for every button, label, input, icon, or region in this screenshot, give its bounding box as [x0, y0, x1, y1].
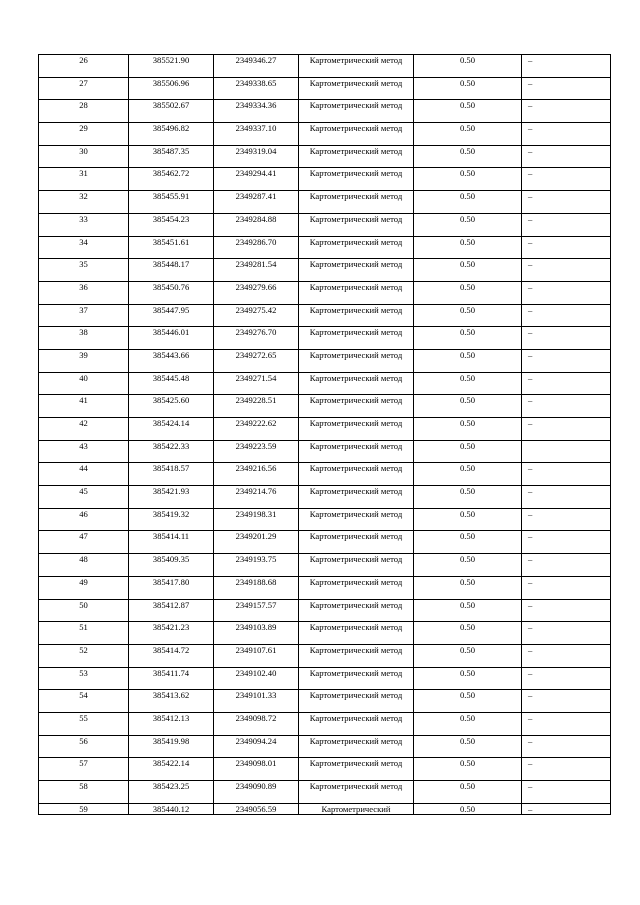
- x-coordinate-cell: 385446.01: [129, 327, 214, 350]
- description-cell: –: [522, 599, 611, 622]
- description-cell: –: [522, 690, 611, 713]
- coordinates-table: [38, 54, 611, 815]
- precision-cell: 0.50: [414, 803, 522, 814]
- point-number-cell: 29: [39, 123, 129, 146]
- x-coordinate-cell: 385422.14: [129, 758, 214, 781]
- x-coordinate-cell: 385414.11: [129, 531, 214, 554]
- table-row: [39, 100, 611, 123]
- method-cell: Картометрический метод: [299, 554, 414, 577]
- table-row: [39, 281, 611, 304]
- y-coordinate-cell: 2349090.89: [214, 781, 299, 804]
- method-cell: Картометрический метод: [299, 576, 414, 599]
- precision-cell: 0.50: [414, 145, 522, 168]
- table-row: [39, 418, 611, 441]
- point-number-cell: 35: [39, 259, 129, 282]
- point-number-cell: 26: [39, 55, 129, 78]
- y-coordinate-cell: 2349281.54: [214, 259, 299, 282]
- precision-cell: 0.50: [414, 712, 522, 735]
- table-row: [39, 690, 611, 713]
- table-row: [39, 213, 611, 236]
- method-cell: Картометрический метод: [299, 599, 414, 622]
- precision-cell: 0.50: [414, 690, 522, 713]
- y-coordinate-cell: 2349222.62: [214, 418, 299, 441]
- precision-cell: 0.50: [414, 576, 522, 599]
- point-number-cell: 42: [39, 418, 129, 441]
- description-cell: –: [522, 281, 611, 304]
- precision-cell: 0.50: [414, 622, 522, 645]
- precision-cell: 0.50: [414, 395, 522, 418]
- description-cell: –: [522, 236, 611, 259]
- table-row: [39, 486, 611, 509]
- method-cell: Картометрический метод: [299, 418, 414, 441]
- x-coordinate-cell: 385425.60: [129, 395, 214, 418]
- method-cell: Картометрический метод: [299, 191, 414, 214]
- precision-cell: 0.50: [414, 55, 522, 78]
- y-coordinate-cell: 2349098.01: [214, 758, 299, 781]
- description-cell: –: [522, 486, 611, 509]
- description-cell: –: [522, 349, 611, 372]
- precision-cell: 0.50: [414, 236, 522, 259]
- description-cell: –: [522, 123, 611, 146]
- precision-cell: 0.50: [414, 349, 522, 372]
- point-number-cell: 40: [39, 372, 129, 395]
- x-coordinate-cell: 385502.67: [129, 100, 214, 123]
- method-cell: Картометрический метод: [299, 304, 414, 327]
- x-coordinate-cell: 385487.35: [129, 145, 214, 168]
- table-row: [39, 622, 611, 645]
- precision-cell: 0.50: [414, 100, 522, 123]
- table-row: [39, 395, 611, 418]
- point-number-cell: 51: [39, 622, 129, 645]
- description-cell: –: [522, 758, 611, 781]
- point-number-cell: 41: [39, 395, 129, 418]
- method-cell: Картометрический метод: [299, 372, 414, 395]
- table-row: [39, 712, 611, 735]
- x-coordinate-cell: 385440.12: [129, 803, 214, 814]
- table-row: [39, 236, 611, 259]
- point-number-cell: 54: [39, 690, 129, 713]
- x-coordinate-cell: 385412.87: [129, 599, 214, 622]
- precision-cell: 0.50: [414, 463, 522, 486]
- point-number-cell: 43: [39, 440, 129, 463]
- description-cell: –: [522, 508, 611, 531]
- y-coordinate-cell: 2349275.42: [214, 304, 299, 327]
- y-coordinate-cell: 2349294.41: [214, 168, 299, 191]
- x-coordinate-cell: 385521.90: [129, 55, 214, 78]
- description-cell: –: [522, 531, 611, 554]
- x-coordinate-cell: 385506.96: [129, 77, 214, 100]
- x-coordinate-cell: 385443.66: [129, 349, 214, 372]
- y-coordinate-cell: 2349276.70: [214, 327, 299, 350]
- x-coordinate-cell: 385422.33: [129, 440, 214, 463]
- method-cell: Картометрический метод: [299, 463, 414, 486]
- point-number-cell: 32: [39, 191, 129, 214]
- description-cell: –: [522, 667, 611, 690]
- table-row: [39, 349, 611, 372]
- x-coordinate-cell: 385421.23: [129, 622, 214, 645]
- y-coordinate-cell: 2349216.56: [214, 463, 299, 486]
- method-cell: Картометрический метод: [299, 712, 414, 735]
- y-coordinate-cell: 2349271.54: [214, 372, 299, 395]
- point-number-cell: 46: [39, 508, 129, 531]
- description-cell: –: [522, 191, 611, 214]
- table-body: [39, 55, 611, 815]
- table-row: [39, 803, 611, 814]
- description-cell: –: [522, 463, 611, 486]
- point-number-cell: 45: [39, 486, 129, 509]
- x-coordinate-cell: 385409.35: [129, 554, 214, 577]
- table-row: [39, 55, 611, 78]
- precision-cell: 0.50: [414, 372, 522, 395]
- precision-cell: 0.50: [414, 259, 522, 282]
- table-row: [39, 781, 611, 804]
- point-number-cell: 30: [39, 145, 129, 168]
- y-coordinate-cell: 2349157.57: [214, 599, 299, 622]
- x-coordinate-cell: 385414.72: [129, 644, 214, 667]
- method-cell: Картометрический метод: [299, 440, 414, 463]
- point-number-cell: 28: [39, 100, 129, 123]
- description-cell: –: [522, 644, 611, 667]
- method-cell: Картометрический метод: [299, 77, 414, 100]
- description-cell: –: [522, 327, 611, 350]
- description-cell: –: [522, 77, 611, 100]
- precision-cell: 0.50: [414, 123, 522, 146]
- precision-cell: 0.50: [414, 281, 522, 304]
- point-number-cell: 50: [39, 599, 129, 622]
- precision-cell: 0.50: [414, 168, 522, 191]
- description-cell: –: [522, 576, 611, 599]
- x-coordinate-cell: 385454.23: [129, 213, 214, 236]
- description-cell: –: [522, 803, 611, 814]
- point-number-cell: 53: [39, 667, 129, 690]
- method-cell: Картометрический метод: [299, 145, 414, 168]
- point-number-cell: 38: [39, 327, 129, 350]
- precision-cell: 0.50: [414, 599, 522, 622]
- method-cell: Картометрический метод: [299, 236, 414, 259]
- y-coordinate-cell: 2349284.88: [214, 213, 299, 236]
- precision-cell: 0.50: [414, 486, 522, 509]
- y-coordinate-cell: 2349056.59: [214, 803, 299, 814]
- y-coordinate-cell: 2349188.68: [214, 576, 299, 599]
- precision-cell: 0.50: [414, 191, 522, 214]
- x-coordinate-cell: 385423.25: [129, 781, 214, 804]
- x-coordinate-cell: 385417.80: [129, 576, 214, 599]
- table-row: [39, 531, 611, 554]
- description-cell: –: [522, 145, 611, 168]
- x-coordinate-cell: 385413.62: [129, 690, 214, 713]
- y-coordinate-cell: 2349098.72: [214, 712, 299, 735]
- y-coordinate-cell: 2349102.40: [214, 667, 299, 690]
- method-cell: Картометрический метод: [299, 259, 414, 282]
- table-row: [39, 145, 611, 168]
- method-cell: Картометрический метод: [299, 281, 414, 304]
- y-coordinate-cell: 2349338.65: [214, 77, 299, 100]
- method-cell: Картометрический метод: [299, 508, 414, 531]
- table-row: [39, 123, 611, 146]
- y-coordinate-cell: 2349228.51: [214, 395, 299, 418]
- table-row: [39, 168, 611, 191]
- method-cell: Картометрический метод: [299, 622, 414, 645]
- table-row: [39, 440, 611, 463]
- table-row: [39, 77, 611, 100]
- y-coordinate-cell: 2349337.10: [214, 123, 299, 146]
- method-cell: Картометрический метод: [299, 667, 414, 690]
- method-cell: Картометрический метод: [299, 349, 414, 372]
- point-number-cell: 31: [39, 168, 129, 191]
- description-cell: –: [522, 213, 611, 236]
- point-number-cell: 37: [39, 304, 129, 327]
- point-number-cell: 33: [39, 213, 129, 236]
- y-coordinate-cell: 2349319.04: [214, 145, 299, 168]
- precision-cell: 0.50: [414, 304, 522, 327]
- table-row: [39, 372, 611, 395]
- method-cell: Картометрический метод: [299, 781, 414, 804]
- point-number-cell: 49: [39, 576, 129, 599]
- method-cell: Картометрический метод: [299, 213, 414, 236]
- y-coordinate-cell: 2349198.31: [214, 508, 299, 531]
- x-coordinate-cell: 385448.17: [129, 259, 214, 282]
- method-cell: Картометрический метод: [299, 690, 414, 713]
- x-coordinate-cell: 385421.93: [129, 486, 214, 509]
- description-cell: –: [522, 781, 611, 804]
- table-row: [39, 554, 611, 577]
- method-cell: Картометрический метод: [299, 644, 414, 667]
- method-cell: Картометрический метод: [299, 486, 414, 509]
- description-cell: –: [522, 395, 611, 418]
- description-cell: –: [522, 55, 611, 78]
- description-cell: –: [522, 372, 611, 395]
- description-cell: –: [522, 554, 611, 577]
- y-coordinate-cell: 2349103.89: [214, 622, 299, 645]
- point-number-cell: 39: [39, 349, 129, 372]
- point-number-cell: 59: [39, 803, 129, 814]
- table-row: [39, 327, 611, 350]
- table-row: [39, 304, 611, 327]
- table-row: [39, 463, 611, 486]
- point-number-cell: 52: [39, 644, 129, 667]
- x-coordinate-cell: 385419.32: [129, 508, 214, 531]
- description-cell: [522, 440, 611, 463]
- precision-cell: 0.50: [414, 77, 522, 100]
- y-coordinate-cell: 2349101.33: [214, 690, 299, 713]
- method-cell: Картометрический метод: [299, 735, 414, 758]
- table-row: [39, 735, 611, 758]
- y-coordinate-cell: 2349287.41: [214, 191, 299, 214]
- x-coordinate-cell: 385447.95: [129, 304, 214, 327]
- table-row: [39, 259, 611, 282]
- x-coordinate-cell: 385496.82: [129, 123, 214, 146]
- table-row: [39, 599, 611, 622]
- table-row: [39, 758, 611, 781]
- precision-cell: 0.50: [414, 213, 522, 236]
- y-coordinate-cell: 2349286.70: [214, 236, 299, 259]
- precision-cell: 0.50: [414, 440, 522, 463]
- x-coordinate-cell: 385412.13: [129, 712, 214, 735]
- y-coordinate-cell: 2349279.66: [214, 281, 299, 304]
- method-cell: Картометрический метод: [299, 327, 414, 350]
- x-coordinate-cell: 385450.76: [129, 281, 214, 304]
- description-cell: –: [522, 168, 611, 191]
- method-cell: Картометрический метод: [299, 168, 414, 191]
- point-number-cell: 44: [39, 463, 129, 486]
- precision-cell: 0.50: [414, 735, 522, 758]
- x-coordinate-cell: 385451.61: [129, 236, 214, 259]
- point-number-cell: 56: [39, 735, 129, 758]
- description-cell: –: [522, 622, 611, 645]
- y-coordinate-cell: 2349201.29: [214, 531, 299, 554]
- x-coordinate-cell: 385424.14: [129, 418, 214, 441]
- point-number-cell: 55: [39, 712, 129, 735]
- method-cell: Картометрический метод: [299, 55, 414, 78]
- point-number-cell: 36: [39, 281, 129, 304]
- y-coordinate-cell: 2349272.65: [214, 349, 299, 372]
- x-coordinate-cell: 385419.98: [129, 735, 214, 758]
- y-coordinate-cell: 2349107.61: [214, 644, 299, 667]
- method-cell: Картометрический метод: [299, 758, 414, 781]
- method-cell: Картометрический: [299, 803, 414, 814]
- precision-cell: 0.50: [414, 758, 522, 781]
- description-cell: –: [522, 712, 611, 735]
- table-row: [39, 667, 611, 690]
- description-cell: –: [522, 259, 611, 282]
- x-coordinate-cell: 385418.57: [129, 463, 214, 486]
- point-number-cell: 58: [39, 781, 129, 804]
- description-cell: –: [522, 304, 611, 327]
- point-number-cell: 27: [39, 77, 129, 100]
- point-number-cell: 57: [39, 758, 129, 781]
- point-number-cell: 47: [39, 531, 129, 554]
- x-coordinate-cell: 385462.72: [129, 168, 214, 191]
- y-coordinate-cell: 2349223.59: [214, 440, 299, 463]
- point-number-cell: 34: [39, 236, 129, 259]
- description-cell: –: [522, 735, 611, 758]
- precision-cell: 0.50: [414, 781, 522, 804]
- method-cell: Картометрический метод: [299, 123, 414, 146]
- table-row: [39, 508, 611, 531]
- precision-cell: 0.50: [414, 418, 522, 441]
- description-cell: –: [522, 418, 611, 441]
- x-coordinate-cell: 385445.48: [129, 372, 214, 395]
- x-coordinate-cell: 385411.74: [129, 667, 214, 690]
- y-coordinate-cell: 2349346.27: [214, 55, 299, 78]
- precision-cell: 0.50: [414, 554, 522, 577]
- description-cell: –: [522, 100, 611, 123]
- precision-cell: 0.50: [414, 644, 522, 667]
- table-row: [39, 576, 611, 599]
- x-coordinate-cell: 385455.91: [129, 191, 214, 214]
- y-coordinate-cell: 2349193.75: [214, 554, 299, 577]
- point-number-cell: 48: [39, 554, 129, 577]
- table-row: [39, 191, 611, 214]
- precision-cell: 0.50: [414, 531, 522, 554]
- y-coordinate-cell: 2349094.24: [214, 735, 299, 758]
- y-coordinate-cell: 2349214.76: [214, 486, 299, 509]
- precision-cell: 0.50: [414, 327, 522, 350]
- method-cell: Картометрический метод: [299, 395, 414, 418]
- y-coordinate-cell: 2349334.36: [214, 100, 299, 123]
- precision-cell: 0.50: [414, 508, 522, 531]
- precision-cell: 0.50: [414, 667, 522, 690]
- table-row: [39, 644, 611, 667]
- method-cell: Картометрический метод: [299, 100, 414, 123]
- method-cell: Картометрический метод: [299, 531, 414, 554]
